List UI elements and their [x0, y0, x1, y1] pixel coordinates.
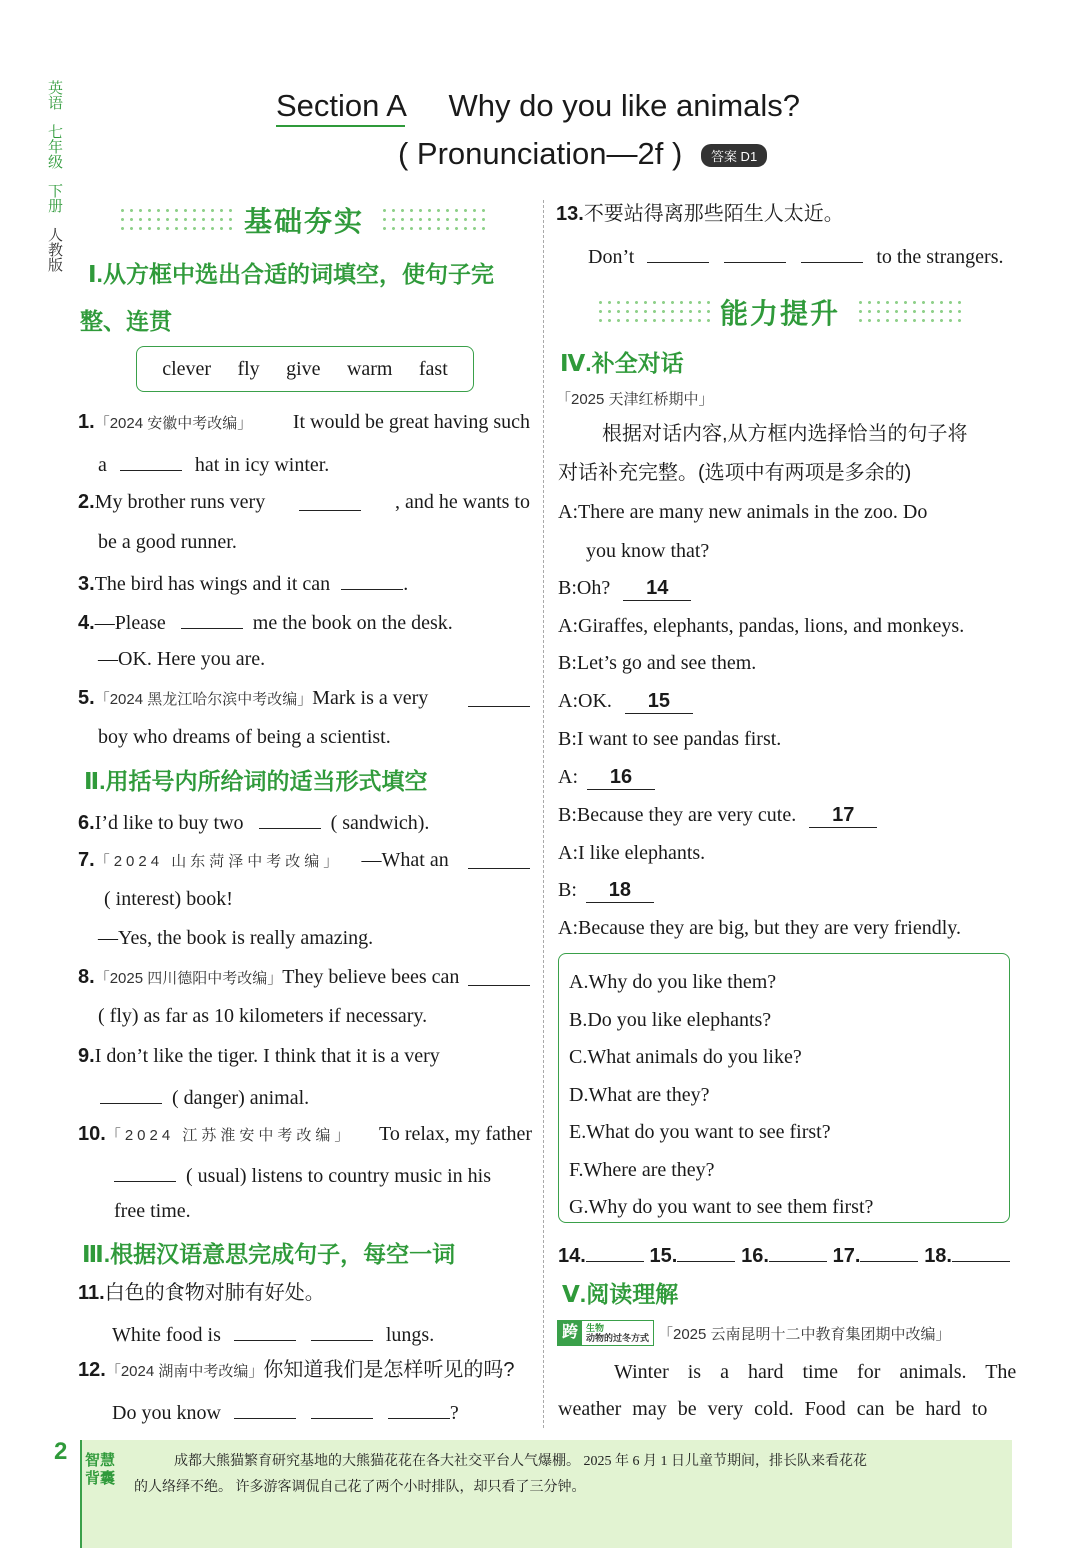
answer-label: 17.	[832, 1245, 861, 1267]
part5-title: Ⅴ.阅读理解	[562, 1281, 679, 1307]
dialog-blank-18[interactable]: 18	[586, 878, 654, 903]
q-text: ( usual) listens to country music in his	[186, 1165, 491, 1187]
q-text: —What an	[361, 849, 449, 871]
answer-blank[interactable]	[586, 1241, 644, 1262]
cross-subject-badge	[557, 1320, 654, 1346]
q-chinese: 不要站得离那些陌生人太近。	[583, 203, 844, 225]
dialog-blank-17[interactable]: 17	[809, 803, 877, 828]
page-title	[276, 88, 800, 124]
question-12-cont	[112, 1398, 459, 1425]
option-item: A.Why do you like them?	[569, 971, 777, 993]
q-source: 「2024 安徽中考改编」	[94, 415, 253, 432]
column-divider	[543, 200, 544, 1428]
dialog-line	[558, 765, 655, 790]
cross-subject: 生物	[586, 1323, 605, 1333]
q-source: 「2024 湖南中考改编」	[105, 1363, 264, 1380]
dialog-line: you know that?	[586, 540, 710, 562]
title-text: Why do you like animals?	[448, 88, 801, 123]
q-text: lungs.	[385, 1324, 435, 1346]
answer-blank[interactable]	[468, 965, 530, 986]
question-9-cont	[100, 1083, 309, 1110]
q-text: I’d like to buy two	[94, 812, 244, 834]
option-item: B.Do you like elephants?	[569, 1008, 772, 1031]
answer-blank[interactable]	[468, 686, 530, 707]
q-text: They believe bees can	[282, 966, 460, 988]
options-box	[558, 953, 1010, 1223]
dialog-blank-15[interactable]: 15	[625, 689, 693, 714]
answer-blank[interactable]	[860, 1241, 918, 1262]
answer-blank[interactable]	[341, 569, 403, 590]
question-7-cont: ( interest) book!	[104, 888, 233, 910]
cross-icon: 跨	[558, 1321, 582, 1345]
q-number: 6.	[78, 812, 95, 834]
q-text: ( sandwich).	[330, 812, 430, 834]
part2-title: Ⅱ.用括号内所给词的适当形式填空	[84, 768, 428, 794]
dialog-line: A:There are many new animals in the zoo. Do	[558, 501, 928, 523]
q-chinese: 你知道我们是怎样听见的吗?	[263, 1359, 515, 1381]
word-item: clever	[162, 357, 212, 380]
question-2-cont: be a good runner.	[98, 531, 237, 553]
answer-blank[interactable]	[952, 1241, 1010, 1262]
q-text: to the strangers.	[876, 246, 1004, 268]
page-number: 2	[54, 1438, 68, 1465]
word-item: give	[286, 357, 321, 380]
q-source: 「2024 山东菏泽中考改编」	[94, 853, 343, 870]
dialog-line	[558, 576, 691, 601]
q-text: .	[403, 573, 409, 595]
question-13	[556, 202, 844, 226]
answer-blank[interactable]	[769, 1241, 827, 1262]
option-item: G.Why do you want to see them first?	[569, 1196, 874, 1218]
section-label: Section A	[276, 88, 405, 127]
dialog-line	[558, 878, 654, 903]
section-banner-advanced	[596, 292, 976, 332]
answer-blank[interactable]	[234, 1398, 296, 1419]
sidebar-subject: 英语	[46, 80, 63, 110]
question-1-cont	[98, 450, 329, 477]
question-7	[78, 848, 530, 874]
sidebar-edition: 人教版	[46, 227, 63, 272]
q-number: 8.	[78, 966, 95, 988]
word-box	[136, 346, 474, 392]
question-11-cont	[112, 1320, 434, 1347]
q-number: 4.	[78, 612, 95, 634]
option-item: E.What do you want to see first?	[569, 1121, 831, 1143]
part1-title-cont: 整、连贯	[80, 308, 172, 334]
part3-title: Ⅲ.根据汉语意思完成句子，每空一词	[82, 1241, 456, 1267]
answer-blank[interactable]	[181, 608, 243, 629]
q-text: hat in icy winter.	[194, 454, 330, 476]
q-text: , and he wants to	[395, 491, 530, 513]
answer-blank[interactable]	[647, 242, 709, 263]
sidebar-term: 下册	[46, 183, 63, 213]
part1-title: Ⅰ.从方框中选出合适的词填空，使句子完	[88, 261, 494, 287]
title-subtitle	[398, 136, 767, 172]
q-text: ( danger) animal.	[172, 1087, 310, 1109]
answer-blank[interactable]	[677, 1241, 735, 1262]
q-text: White food is	[112, 1324, 221, 1346]
question-7-cont2: —Yes, the book is really amazing.	[98, 927, 374, 949]
cross-subject-text	[582, 1323, 653, 1343]
question-2	[78, 490, 530, 514]
question-8	[78, 965, 530, 991]
answer-blank[interactable]	[311, 1398, 373, 1419]
banner-text: 基础夯实	[244, 206, 365, 237]
question-11	[78, 1281, 325, 1305]
question-9	[78, 1044, 440, 1068]
instructions: 根据对话内容,从方框内选择恰当的句子将	[602, 423, 968, 445]
dialog-line: A:I like elephants.	[558, 842, 706, 864]
q-number: 10.	[78, 1123, 106, 1145]
q-text: I don’t like the tiger. I think that it is a very	[94, 1045, 440, 1067]
q-text: ?	[449, 1402, 459, 1424]
question-1	[78, 410, 530, 436]
dialog-text: A:OK.	[558, 690, 612, 712]
dialog-line	[558, 689, 693, 714]
dialog-text: B:	[558, 879, 577, 901]
question-13-cont	[588, 242, 1004, 269]
answer-blank[interactable]	[100, 1083, 162, 1104]
answer-badge: 答案 D1	[701, 144, 767, 167]
answer-blank[interactable]	[259, 808, 321, 829]
tip-label	[82, 1452, 118, 1488]
dialog-blank-14[interactable]: 14	[623, 576, 691, 601]
q-number: 13.	[556, 203, 584, 225]
section-banner-basic	[118, 200, 538, 240]
q-number: 9.	[78, 1045, 95, 1067]
footer-tip-panel	[80, 1440, 1012, 1548]
dialog-line: A:Because they are big, but they are very friendly.	[558, 917, 961, 939]
question-10-cont2: free time.	[114, 1200, 191, 1222]
subtitle-text: ( Pronunciation—2f )	[398, 136, 683, 171]
instructions-cont: 对话补充完整。(选项中有两项是多余的)	[558, 462, 912, 484]
q-number: 2.	[78, 491, 95, 513]
dialog-text: A:	[558, 766, 578, 788]
reading-text: Winter is a hard time for animals. The	[614, 1361, 1017, 1383]
question-6	[78, 808, 429, 835]
tip-label-line: 智慧	[84, 1452, 115, 1469]
answer-blank[interactable]	[801, 242, 863, 263]
answer-blank[interactable]	[234, 1320, 296, 1341]
answer-blank[interactable]	[299, 490, 361, 511]
question-3	[78, 569, 408, 596]
q-text: me the book on the desk.	[252, 612, 453, 634]
banner-text: 能力提升	[720, 298, 841, 329]
tip-text-cont: 的人络绎不绝。 许多游客调侃自己花了两个小时排队，却只看了三分钟。	[134, 1480, 586, 1495]
q-number: 12.	[78, 1359, 106, 1381]
question-10-cont	[114, 1161, 491, 1188]
sidebar	[46, 80, 68, 272]
q-number: 3.	[78, 573, 95, 595]
q-number: 5.	[78, 687, 95, 709]
q-text: It would be great having such	[292, 411, 530, 433]
reading-text-cont: weather may be very cold. Food can be hard to	[558, 1398, 988, 1420]
q-chinese: 白色的食物对肺有好处。	[104, 1282, 325, 1304]
word-item: fast	[418, 357, 448, 380]
q-text: To relax, my father	[379, 1123, 532, 1145]
dialog-line: B:I want to see pandas first.	[558, 728, 782, 750]
answer-blank[interactable]	[311, 1320, 373, 1341]
part4-title: Ⅳ.补全对话	[560, 350, 684, 376]
q-source: 「2025 四川德阳中考改编」	[94, 970, 283, 987]
answer-blank[interactable]	[724, 242, 786, 263]
answer-label: 16.	[741, 1245, 769, 1267]
q-number: 7.	[78, 849, 95, 871]
dialog-text: B:Oh?	[558, 577, 611, 599]
answer-blank[interactable]	[468, 848, 530, 869]
question-4-cont: —OK. Here you are.	[98, 648, 266, 670]
question-12	[78, 1358, 514, 1384]
sidebar-grade: 七年级	[46, 124, 63, 169]
option-item: F.Where are they?	[569, 1158, 715, 1181]
q-source: 「2024 江苏淮安中考改编」	[105, 1127, 354, 1144]
dialog-line	[558, 803, 877, 828]
question-10	[78, 1122, 532, 1148]
dialog-line: B:Let’s go and see them.	[558, 652, 757, 674]
q-number: 1.	[78, 411, 95, 433]
q-text: Mark is a very	[312, 687, 429, 709]
answer-blank[interactable]	[114, 1161, 176, 1182]
dialog-blank-16[interactable]: 16	[587, 765, 655, 790]
answer-blank[interactable]	[120, 450, 182, 471]
tip-text: 成都大熊猫繁育研究基地的大熊猫花花在各大社交平台人气爆棚。 2025 年 6 月 1 日儿童节期间，排长队来看花花	[174, 1454, 867, 1469]
answer-blank[interactable]	[388, 1398, 450, 1419]
option-item: D.What are they?	[569, 1083, 710, 1106]
q-source: 「2024 黑龙江哈尔滨中考改编」	[94, 691, 313, 708]
q-text: The bird has wings and it can	[94, 573, 331, 595]
word-item: warm	[346, 357, 393, 380]
dialog-line: A:Giraffes, elephants, pandas, lions, and monkeys.	[558, 615, 965, 637]
q-text: My brother runs very	[94, 491, 266, 513]
question-8-cont: ( fly) as far as 10 kilometers if necessary.	[98, 1005, 428, 1027]
word-item: fly	[237, 357, 260, 380]
option-item: C.What animals do you like?	[569, 1046, 802, 1068]
answer-label: 18.	[924, 1245, 952, 1267]
part4-source: 「2025 天津红桥期中」	[556, 391, 714, 408]
part5-source: 「2025 云南昆明十二中教育集团期中改编」	[658, 1326, 951, 1343]
question-5	[78, 686, 530, 712]
q-text: Do you know	[112, 1402, 221, 1424]
cross-topic: 动物的过冬方式	[586, 1333, 650, 1343]
q-number: 11.	[78, 1282, 105, 1304]
question-5-cont: boy who dreams of being a scientist.	[98, 726, 391, 748]
answer-row	[558, 1241, 1010, 1268]
question-4	[78, 608, 453, 635]
q-text: —Please	[94, 612, 166, 634]
answer-label: 15.	[649, 1245, 678, 1267]
tip-label-line: 背囊	[84, 1470, 115, 1487]
answer-label: 14.	[558, 1245, 586, 1267]
q-text: Don’t	[588, 246, 635, 268]
q-text: a	[98, 454, 107, 476]
dialog-text: B:Because they are very cute.	[558, 804, 797, 826]
